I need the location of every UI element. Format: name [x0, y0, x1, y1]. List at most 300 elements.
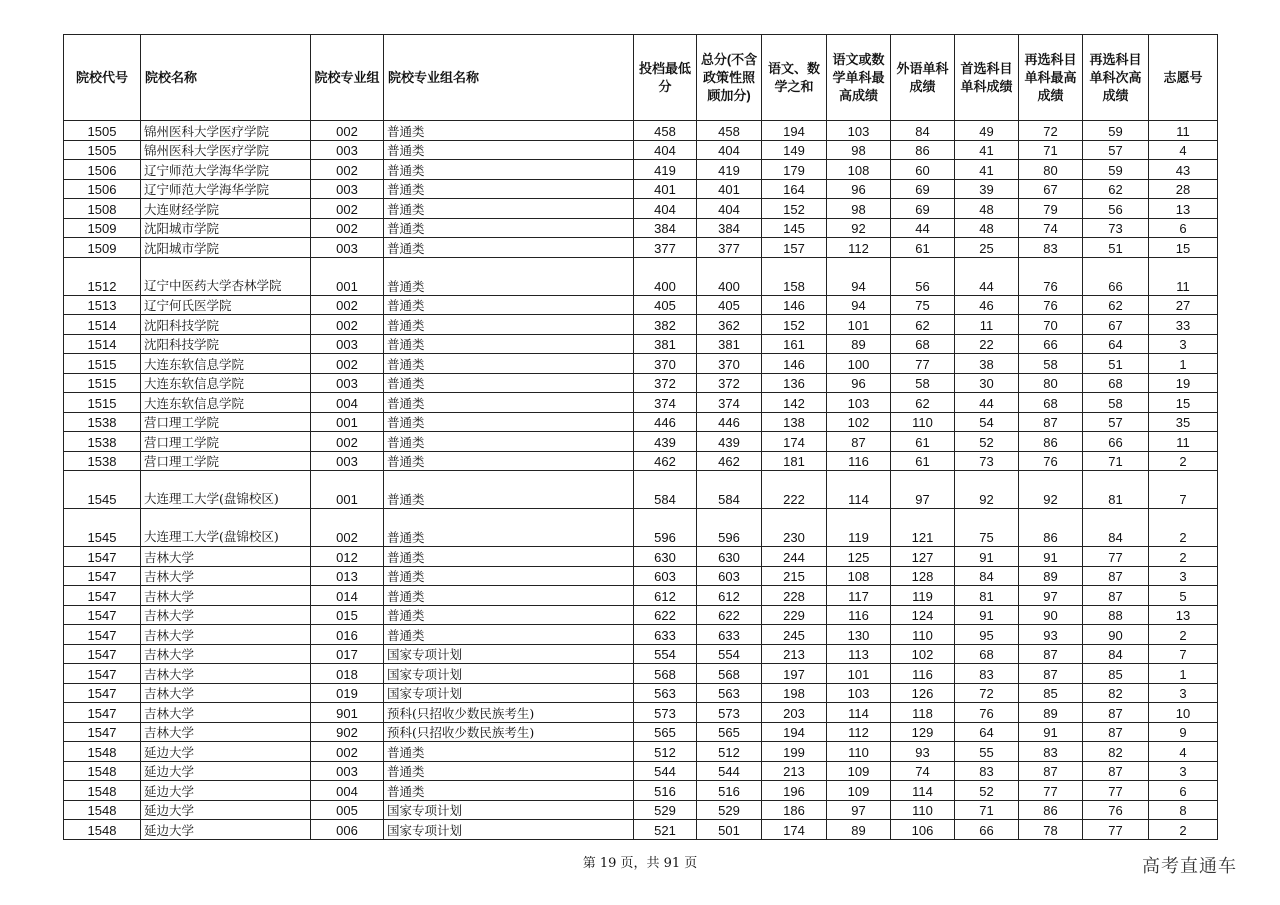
cell-foreign-lang: 61	[891, 238, 955, 258]
cell-foreign-lang: 60	[891, 160, 955, 180]
cell-total-score: 400	[697, 257, 762, 295]
cell-chinese-math-sum: 198	[762, 683, 827, 703]
cell-foreign-lang: 77	[891, 354, 955, 374]
cell-reselect-max: 86	[1019, 432, 1083, 452]
cell-total-score: 462	[697, 451, 762, 471]
cell-school-code: 1505	[64, 140, 141, 160]
cell-first-subject: 54	[955, 412, 1019, 432]
cell-reselect-second: 51	[1083, 354, 1149, 374]
cell-school-name: 吉林大学	[141, 722, 311, 742]
cell-chinese-math-sum: 152	[762, 315, 827, 335]
cell-group-code: 002	[311, 160, 384, 180]
cell-school-name: 吉林大学	[141, 644, 311, 664]
cell-school-code: 1547	[64, 625, 141, 645]
cell-group-code: 001	[311, 257, 384, 295]
cell-choice-number: 28	[1149, 179, 1218, 199]
cell-school-code: 1547	[64, 664, 141, 684]
cell-school-name: 大连理工大学(盘锦校区)	[141, 471, 311, 509]
cell-chinese-math-sum: 194	[762, 722, 827, 742]
cell-school-code: 1538	[64, 451, 141, 471]
cell-first-subject: 75	[955, 509, 1019, 547]
cell-chinese-math-sum: 244	[762, 547, 827, 567]
cell-total-score: 516	[697, 781, 762, 801]
cell-choice-number: 3	[1149, 761, 1218, 781]
cell-chinese-math-sum: 229	[762, 605, 827, 625]
cell-first-subject: 55	[955, 742, 1019, 762]
cell-reselect-second: 66	[1083, 257, 1149, 295]
cell-group-name: 预科(只招收少数民族考生)	[384, 722, 634, 742]
cell-first-subject: 39	[955, 179, 1019, 199]
cell-school-code: 1506	[64, 160, 141, 180]
cell-chinese-math-sum: 186	[762, 800, 827, 820]
cell-first-subject: 52	[955, 432, 1019, 452]
cell-first-subject: 48	[955, 218, 1019, 238]
cell-school-name: 延边大学	[141, 761, 311, 781]
cell-total-score: 529	[697, 800, 762, 820]
cell-chinese-math-sum: 196	[762, 781, 827, 801]
cell-choice-number: 10	[1149, 703, 1218, 723]
cell-min-score: 404	[634, 140, 697, 160]
cell-reselect-max: 80	[1019, 373, 1083, 393]
cell-first-subject: 41	[955, 140, 1019, 160]
cell-min-score: 544	[634, 761, 697, 781]
cell-reselect-max: 89	[1019, 703, 1083, 723]
cell-reselect-max: 76	[1019, 451, 1083, 471]
cell-foreign-lang: 97	[891, 471, 955, 509]
cell-choice-number: 7	[1149, 644, 1218, 664]
cell-total-score: 458	[697, 121, 762, 141]
cell-chinese-math-sum: 164	[762, 179, 827, 199]
cell-chinese-math-sum: 197	[762, 664, 827, 684]
cell-min-score: 381	[634, 334, 697, 354]
cell-school-name: 大连东软信息学院	[141, 373, 311, 393]
cell-choice-number: 7	[1149, 471, 1218, 509]
cell-first-subject: 64	[955, 722, 1019, 742]
cell-first-subject: 68	[955, 644, 1019, 664]
header-school-name: 院校名称	[141, 35, 311, 121]
cell-reselect-max: 89	[1019, 566, 1083, 586]
cell-first-subject: 91	[955, 605, 1019, 625]
cell-min-score: 405	[634, 295, 697, 315]
cell-foreign-lang: 61	[891, 432, 955, 452]
cell-group-code: 014	[311, 586, 384, 606]
cell-total-score: 419	[697, 160, 762, 180]
table-row	[64, 451, 1218, 471]
cell-group-code: 018	[311, 664, 384, 684]
cell-reselect-second: 87	[1083, 703, 1149, 723]
cell-chinese-math-sum: 158	[762, 257, 827, 295]
cell-reselect-max: 66	[1019, 334, 1083, 354]
cell-group-code: 002	[311, 199, 384, 219]
cell-first-subject: 48	[955, 199, 1019, 219]
cell-group-name: 普通类	[384, 781, 634, 801]
cell-min-score: 374	[634, 393, 697, 413]
cell-min-score: 404	[634, 199, 697, 219]
cell-choice-number: 43	[1149, 160, 1218, 180]
cell-group-code: 002	[311, 121, 384, 141]
cell-min-score: 596	[634, 509, 697, 547]
cell-school-code: 1515	[64, 393, 141, 413]
cell-max-single: 109	[827, 761, 891, 781]
cell-reselect-second: 84	[1083, 644, 1149, 664]
cell-school-code: 1547	[64, 703, 141, 723]
cell-group-code: 002	[311, 432, 384, 452]
cell-first-subject: 84	[955, 566, 1019, 586]
cell-reselect-max: 93	[1019, 625, 1083, 645]
cell-first-subject: 95	[955, 625, 1019, 645]
cell-foreign-lang: 68	[891, 334, 955, 354]
cell-foreign-lang: 62	[891, 393, 955, 413]
cell-total-score: 563	[697, 683, 762, 703]
cell-min-score: 612	[634, 586, 697, 606]
cell-foreign-lang: 124	[891, 605, 955, 625]
cell-group-name: 普通类	[384, 257, 634, 295]
cell-school-code: 1547	[64, 644, 141, 664]
cell-group-name: 国家专项计划	[384, 820, 634, 840]
cell-reselect-max: 97	[1019, 586, 1083, 606]
cell-group-code: 003	[311, 140, 384, 160]
cell-max-single: 96	[827, 373, 891, 393]
cell-school-name: 大连东软信息学院	[141, 354, 311, 374]
cell-total-score: 612	[697, 586, 762, 606]
cell-chinese-math-sum: 161	[762, 334, 827, 354]
cell-choice-number: 35	[1149, 412, 1218, 432]
cell-group-name: 普通类	[384, 238, 634, 258]
cell-school-code: 1548	[64, 820, 141, 840]
cell-foreign-lang: 84	[891, 121, 955, 141]
cell-total-score: 584	[697, 471, 762, 509]
cell-max-single: 130	[827, 625, 891, 645]
cell-school-name: 大连财经学院	[141, 199, 311, 219]
table-row	[64, 664, 1218, 684]
cell-total-score: 374	[697, 393, 762, 413]
cell-foreign-lang: 58	[891, 373, 955, 393]
table-row	[64, 471, 1218, 509]
cell-min-score: 529	[634, 800, 697, 820]
header-min-score: 投档最低分	[634, 35, 697, 121]
cell-max-single: 89	[827, 820, 891, 840]
cell-min-score: 377	[634, 238, 697, 258]
cell-max-single: 89	[827, 334, 891, 354]
cell-school-code: 1509	[64, 238, 141, 258]
cell-first-subject: 30	[955, 373, 1019, 393]
cell-max-single: 114	[827, 471, 891, 509]
cell-total-score: 565	[697, 722, 762, 742]
cell-group-name: 普通类	[384, 354, 634, 374]
cell-choice-number: 9	[1149, 722, 1218, 742]
cell-chinese-math-sum: 174	[762, 820, 827, 840]
cell-reselect-max: 58	[1019, 354, 1083, 374]
cell-group-name: 普通类	[384, 334, 634, 354]
cell-reselect-max: 83	[1019, 742, 1083, 762]
cell-min-score: 382	[634, 315, 697, 335]
cell-group-name: 国家专项计划	[384, 644, 634, 664]
cell-school-code: 1514	[64, 334, 141, 354]
cell-reselect-second: 90	[1083, 625, 1149, 645]
page-number: 第 19 页，共 91 页	[582, 856, 698, 871]
cell-choice-number: 8	[1149, 800, 1218, 820]
cell-total-score: 630	[697, 547, 762, 567]
cell-group-name: 普通类	[384, 586, 634, 606]
cell-school-name: 锦州医科大学医疗学院	[141, 140, 311, 160]
cell-school-code: 1547	[64, 605, 141, 625]
cell-max-single: 112	[827, 238, 891, 258]
cell-reselect-second: 56	[1083, 199, 1149, 219]
cell-total-score: 370	[697, 354, 762, 374]
cell-group-name: 普通类	[384, 509, 634, 547]
cell-choice-number: 15	[1149, 393, 1218, 413]
cell-group-name: 普通类	[384, 393, 634, 413]
cell-reselect-second: 87	[1083, 586, 1149, 606]
table-row	[64, 644, 1218, 664]
cell-reselect-second: 51	[1083, 238, 1149, 258]
cell-first-subject: 81	[955, 586, 1019, 606]
cell-school-name: 辽宁师范大学海华学院	[141, 160, 311, 180]
cell-school-code: 1514	[64, 315, 141, 335]
cell-group-name: 普通类	[384, 140, 634, 160]
cell-total-score: 377	[697, 238, 762, 258]
cell-total-score: 372	[697, 373, 762, 393]
cell-chinese-math-sum: 138	[762, 412, 827, 432]
cell-total-score: 381	[697, 334, 762, 354]
cell-foreign-lang: 110	[891, 625, 955, 645]
cell-reselect-max: 87	[1019, 412, 1083, 432]
cell-school-code: 1515	[64, 354, 141, 374]
cell-reselect-max: 74	[1019, 218, 1083, 238]
cell-first-subject: 11	[955, 315, 1019, 335]
cell-school-code: 1545	[64, 471, 141, 509]
cell-choice-number: 13	[1149, 199, 1218, 219]
cell-group-code: 902	[311, 722, 384, 742]
cell-foreign-lang: 128	[891, 566, 955, 586]
table-row	[64, 199, 1218, 219]
cell-reselect-second: 76	[1083, 800, 1149, 820]
cell-school-name: 沈阳科技学院	[141, 315, 311, 335]
cell-school-name: 辽宁师范大学海华学院	[141, 179, 311, 199]
cell-reselect-second: 77	[1083, 820, 1149, 840]
table-row	[64, 140, 1218, 160]
cell-min-score: 439	[634, 432, 697, 452]
cell-first-subject: 25	[955, 238, 1019, 258]
cell-school-name: 延边大学	[141, 800, 311, 820]
cell-reselect-max: 91	[1019, 722, 1083, 742]
cell-foreign-lang: 121	[891, 509, 955, 547]
cell-first-subject: 44	[955, 257, 1019, 295]
cell-school-name: 营口理工学院	[141, 412, 311, 432]
cell-total-score: 404	[697, 140, 762, 160]
table-row	[64, 703, 1218, 723]
cell-reselect-second: 67	[1083, 315, 1149, 335]
cell-group-name: 国家专项计划	[384, 800, 634, 820]
header-major-group: 院校专业组	[311, 35, 384, 121]
cell-max-single: 98	[827, 140, 891, 160]
cell-group-code: 003	[311, 761, 384, 781]
cell-first-subject: 41	[955, 160, 1019, 180]
cell-foreign-lang: 86	[891, 140, 955, 160]
cell-group-code: 002	[311, 295, 384, 315]
table-row	[64, 761, 1218, 781]
cell-choice-number: 1	[1149, 354, 1218, 374]
cell-min-score: 622	[634, 605, 697, 625]
cell-group-name: 普通类	[384, 605, 634, 625]
table-row	[64, 295, 1218, 315]
cell-reselect-second: 77	[1083, 781, 1149, 801]
cell-max-single: 87	[827, 432, 891, 452]
cell-reselect-second: 62	[1083, 179, 1149, 199]
cell-max-single: 94	[827, 295, 891, 315]
cell-group-code: 005	[311, 800, 384, 820]
cell-chinese-math-sum: 142	[762, 393, 827, 413]
cell-foreign-lang: 62	[891, 315, 955, 335]
cell-school-code: 1538	[64, 412, 141, 432]
cell-school-name: 吉林大学	[141, 683, 311, 703]
cell-reselect-second: 64	[1083, 334, 1149, 354]
cell-first-subject: 73	[955, 451, 1019, 471]
cell-chinese-math-sum: 157	[762, 238, 827, 258]
cell-total-score: 362	[697, 315, 762, 335]
cell-chinese-math-sum: 194	[762, 121, 827, 141]
table-row	[64, 781, 1218, 801]
cell-first-subject: 71	[955, 800, 1019, 820]
cell-school-code: 1512	[64, 257, 141, 295]
cell-max-single: 114	[827, 703, 891, 723]
cell-min-score: 458	[634, 121, 697, 141]
cell-group-name: 普通类	[384, 566, 634, 586]
cell-reselect-second: 87	[1083, 722, 1149, 742]
cell-group-name: 普通类	[384, 432, 634, 452]
cell-total-score: 573	[697, 703, 762, 723]
cell-school-code: 1505	[64, 121, 141, 141]
cell-chinese-math-sum: 146	[762, 295, 827, 315]
cell-group-code: 006	[311, 820, 384, 840]
cell-school-name: 延边大学	[141, 781, 311, 801]
cell-group-code: 015	[311, 605, 384, 625]
cell-choice-number: 11	[1149, 257, 1218, 295]
cell-min-score: 630	[634, 547, 697, 567]
cell-max-single: 101	[827, 315, 891, 335]
cell-school-name: 吉林大学	[141, 664, 311, 684]
cell-school-code: 1548	[64, 800, 141, 820]
cell-min-score: 565	[634, 722, 697, 742]
cell-first-subject: 66	[955, 820, 1019, 840]
cell-total-score: 544	[697, 761, 762, 781]
cell-chinese-math-sum: 245	[762, 625, 827, 645]
cell-total-score: 404	[697, 199, 762, 219]
cell-school-code: 1508	[64, 199, 141, 219]
cell-reselect-max: 76	[1019, 295, 1083, 315]
cell-group-code: 001	[311, 412, 384, 432]
cell-first-subject: 83	[955, 761, 1019, 781]
cell-max-single: 109	[827, 781, 891, 801]
header-reselect-second: 再选科目单科次高成绩	[1083, 35, 1149, 121]
cell-group-name: 普通类	[384, 121, 634, 141]
cell-max-single: 96	[827, 179, 891, 199]
cell-reselect-second: 87	[1083, 761, 1149, 781]
table-row	[64, 393, 1218, 413]
cell-max-single: 103	[827, 683, 891, 703]
cell-max-single: 97	[827, 800, 891, 820]
cell-min-score: 372	[634, 373, 697, 393]
cell-school-name: 营口理工学院	[141, 451, 311, 471]
cell-max-single: 125	[827, 547, 891, 567]
cell-max-single: 112	[827, 722, 891, 742]
cell-choice-number: 13	[1149, 605, 1218, 625]
cell-group-name: 普通类	[384, 547, 634, 567]
table-row	[64, 509, 1218, 547]
cell-school-code: 1547	[64, 566, 141, 586]
cell-chinese-math-sum: 146	[762, 354, 827, 374]
cell-group-code: 017	[311, 644, 384, 664]
cell-group-code: 012	[311, 547, 384, 567]
cell-max-single: 98	[827, 199, 891, 219]
cell-reselect-second: 88	[1083, 605, 1149, 625]
cell-reselect-second: 84	[1083, 509, 1149, 547]
table-row	[64, 334, 1218, 354]
cell-school-name: 吉林大学	[141, 605, 311, 625]
cell-school-name: 吉林大学	[141, 566, 311, 586]
cell-total-score: 405	[697, 295, 762, 315]
table-row	[64, 625, 1218, 645]
cell-chinese-math-sum: 149	[762, 140, 827, 160]
cell-min-score: 568	[634, 664, 697, 684]
cell-total-score: 439	[697, 432, 762, 452]
cell-group-name: 普通类	[384, 218, 634, 238]
cell-chinese-math-sum: 203	[762, 703, 827, 723]
cell-school-name: 吉林大学	[141, 625, 311, 645]
cell-reselect-second: 82	[1083, 742, 1149, 762]
cell-foreign-lang: 119	[891, 586, 955, 606]
cell-reselect-second: 71	[1083, 451, 1149, 471]
cell-school-code: 1506	[64, 179, 141, 199]
table-row	[64, 432, 1218, 452]
cell-group-name: 普通类	[384, 412, 634, 432]
cell-reselect-max: 70	[1019, 315, 1083, 335]
header-reselect-max: 再选科目单科最高成绩	[1019, 35, 1083, 121]
cell-foreign-lang: 75	[891, 295, 955, 315]
cell-group-name: 普通类	[384, 315, 634, 335]
cell-total-score: 512	[697, 742, 762, 762]
table-row	[64, 683, 1218, 703]
cell-school-code: 1545	[64, 509, 141, 547]
cell-foreign-lang: 116	[891, 664, 955, 684]
cell-min-score: 573	[634, 703, 697, 723]
cell-school-name: 辽宁何氏医学院	[141, 295, 311, 315]
header-row	[64, 35, 1218, 121]
cell-reselect-max: 72	[1019, 121, 1083, 141]
cell-foreign-lang: 110	[891, 412, 955, 432]
cell-foreign-lang: 129	[891, 722, 955, 742]
table-row	[64, 238, 1218, 258]
header-max-single: 语文或数学单科最高成绩	[827, 35, 891, 121]
cell-min-score: 462	[634, 451, 697, 471]
cell-foreign-lang: 56	[891, 257, 955, 295]
table-row	[64, 257, 1218, 295]
cell-reselect-second: 57	[1083, 140, 1149, 160]
cell-first-subject: 46	[955, 295, 1019, 315]
table-row	[64, 820, 1218, 840]
cell-school-code: 1547	[64, 586, 141, 606]
cell-foreign-lang: 106	[891, 820, 955, 840]
cell-group-code: 019	[311, 683, 384, 703]
cell-reselect-max: 83	[1019, 238, 1083, 258]
cell-first-subject: 76	[955, 703, 1019, 723]
cell-group-code: 002	[311, 509, 384, 547]
cell-reselect-second: 62	[1083, 295, 1149, 315]
cell-group-name: 普通类	[384, 160, 634, 180]
cell-min-score: 384	[634, 218, 697, 238]
cell-reselect-second: 87	[1083, 566, 1149, 586]
cell-school-code: 1538	[64, 432, 141, 452]
